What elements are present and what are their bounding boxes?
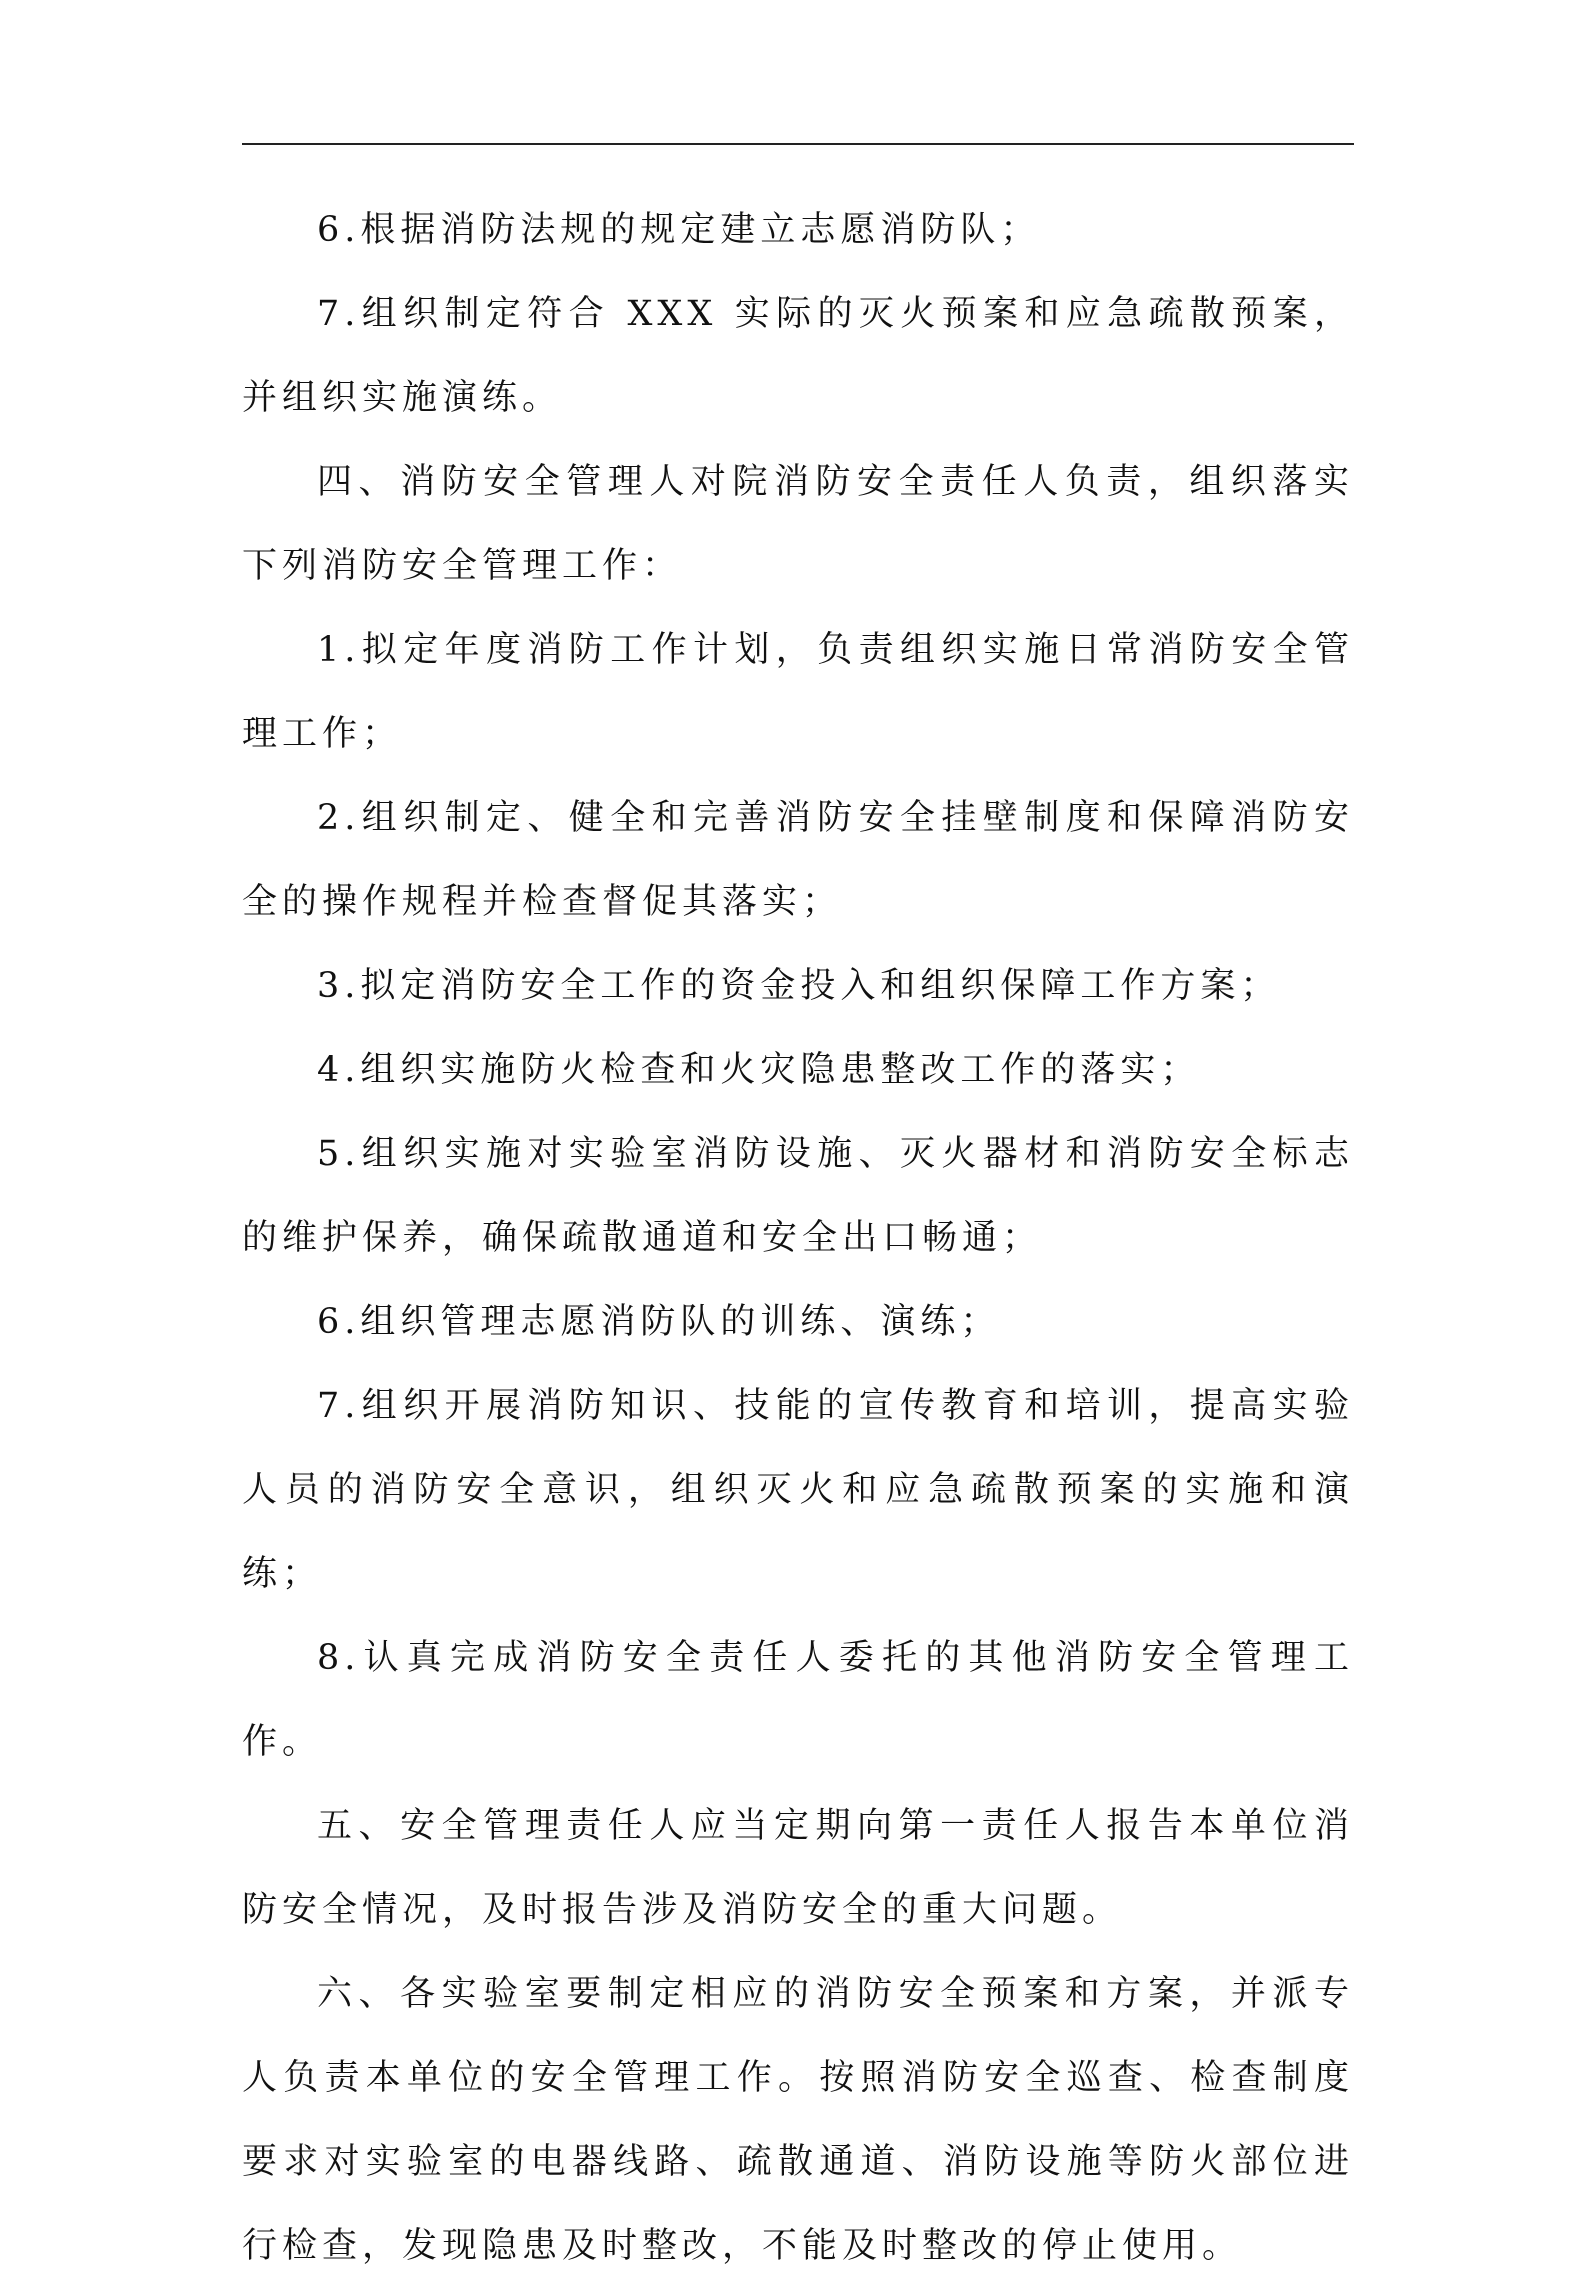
paragraph-item-6-volunteer-team: 6.根据消防法规的规定建立志愿消防队； [317, 210, 1041, 250]
paragraph-item-7-emergency-plan: 7.组织制定符合 XXX 实际的灭火预案和应急疏散预案，并组织实施演练。 [242, 294, 1354, 418]
paragraph-section-4: 四、消防安全管理人对院消防安全责任人负责，组织落实下列消防安全管理工作： [242, 462, 1354, 586]
header-rule [242, 143, 1354, 145]
paragraph-item-7-education: 7.组织开展消防知识、技能的宣传教育和培训，提高实验人员的消防安全意识，组织灭火和应急疏散预案的实施和演练； [242, 1386, 1354, 1594]
paragraph-item-2-rules: 2.组织制定、健全和完善消防安全挂壁制度和保障消防安全的操作规程并检查督促其落实； [242, 798, 1354, 922]
paragraph-section-6: 六、各实验室要制定相应的消防安全预案和方案，并派专人负责本单位的安全管理工作。按照消防安全巡查、检查制度要求对实验室的电器线路、疏散通道、消防设施等防火部位进行检查，发现隐患及时整改，不能及时整改的停止使用。 [242, 1974, 1354, 2266]
paragraph-item-8-other-work: 8.认真完成消防安全责任人委托的其他消防安全管理工作。 [242, 1638, 1354, 1762]
paragraph-item-3-funding: 3.拟定消防安全工作的资金投入和组织保障工作方案； [317, 966, 1281, 1006]
document-body [242, 188, 1354, 2288]
paragraph-section-5: 五、安全管理责任人应当定期向第一责任人报告本单位消防安全情况，及时报告涉及消防安全的重大问题。 [242, 1806, 1354, 1930]
paragraph-item-5-maintenance: 5.组织实施对实验室消防设施、灭火器材和消防安全标志的维护保养，确保疏散通道和安全出口畅通； [242, 1134, 1354, 1258]
paragraph-item-6-training: 6.组织管理志愿消防队的训练、演练； [317, 1302, 1001, 1342]
paragraph-item-4-inspection: 4.组织实施防火检查和火灾隐患整改工作的落实； [317, 1050, 1201, 1090]
paragraph-item-1-annual-plan: 1.拟定年度消防工作计划，负责组织实施日常消防安全管理工作； [242, 630, 1354, 754]
